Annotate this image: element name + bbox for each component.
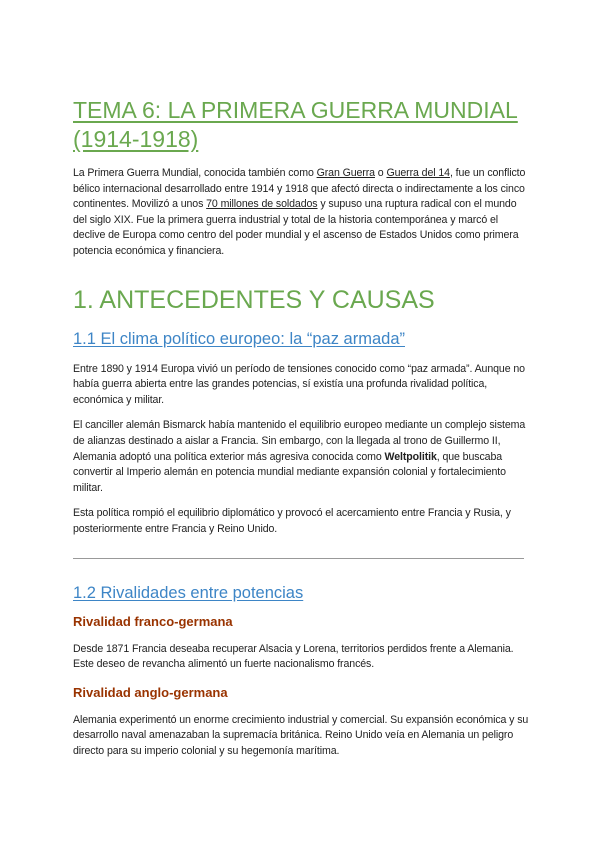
intro-text: y supuso una ruptura radical con el mundo del siglo XIX. Fue la primera guerra industrial y total de la historia contemporánea y marcó el declive de Europa como centro del poder mundial y el ascenso de Estados Unidos como primera potencia económica y financiera.: [73, 198, 519, 257]
section-divider: [73, 558, 524, 559]
intro-text: o: [374, 167, 387, 179]
paragraph-paz-armada: Entre 1890 y 1914 Europa vivió un período de tensiones conocido como “paz armada”. Aunque no había guerra abierta entre las grandes potencias, sí existía una profunda rivalidad política, económica y militar.: [73, 362, 525, 406]
anglo-german-paragraph: Alemania experimentó un enorme crecimiento industrial y comercial. Su expansión económica y su desarrollo naval amenazaban la supremacía británica. Reino Unido veía en Alemania un peligro directo para su imperio colonial y su hegemonía marítima.: [73, 713, 529, 757]
guerra-del-14-link: Guerra del 14: [386, 167, 450, 179]
franco-german-paragraph: Desde 1871 Francia deseaba recuperar Alsacia y Lorena, territorios perdidos frente a Alemania. Este deseo de revancha alimentó un fuerte nacionalismo francés.: [73, 642, 514, 671]
document-title: TEMA 6: LA PRIMERA GUERRA MUNDIAL (1914-1918): [73, 97, 518, 152]
subsection-1-2-heading: 1.2 Rivalidades entre potencias: [73, 583, 304, 602]
weltpolitik-term: Weltpolitik: [384, 450, 437, 463]
anglo-german-heading: Rivalidad anglo-germana: [73, 684, 228, 700]
paragraph-equilibrio: Esta política rompió el equilibrio diplomático y provocó el acercamiento entre Francia y Rusia, y posteriormente entre Francia y Reino Unido.: [73, 507, 511, 535]
paragraph-text: El canciller alemán Bismarck había mantenido el equilibrio europeo mediante un complejo sistema de alianzas destinado a aislar a Francia. Sin embargo, con la llegada al trono de Guillermo II, Alemania adoptó una política exterior más agresiva conocida como: [73, 419, 526, 463]
paragraph-bismarck: [73, 418, 529, 496]
soldiers-link: 70 millones de soldados: [206, 198, 318, 211]
intro-text: , fue un conflicto bélico internacional desarrollado entre 1914 y 1918 que afectó directa o indirectamente a los cinco continentes. Movilizó a unos: [73, 167, 526, 211]
paragraph-text: , que buscaba convertir al Imperio alemán en potencia mundial mediante expansión colonial y fortalecimiento militar.: [73, 450, 506, 494]
intro-paragraph: [73, 166, 529, 260]
document-content: [73, 96, 529, 759]
intro-text: La Primera Guerra Mundial, conocida también como: [73, 167, 317, 179]
section-1-heading: 1. ANTECEDENTES Y CAUSAS: [73, 285, 435, 314]
gran-guerra-link: Gran Guerra: [316, 167, 375, 179]
subsection-1-1-heading: 1.1 El clima político europeo: la “paz armada”: [73, 329, 405, 348]
franco-german-heading: Rivalidad franco-germana: [73, 613, 233, 629]
